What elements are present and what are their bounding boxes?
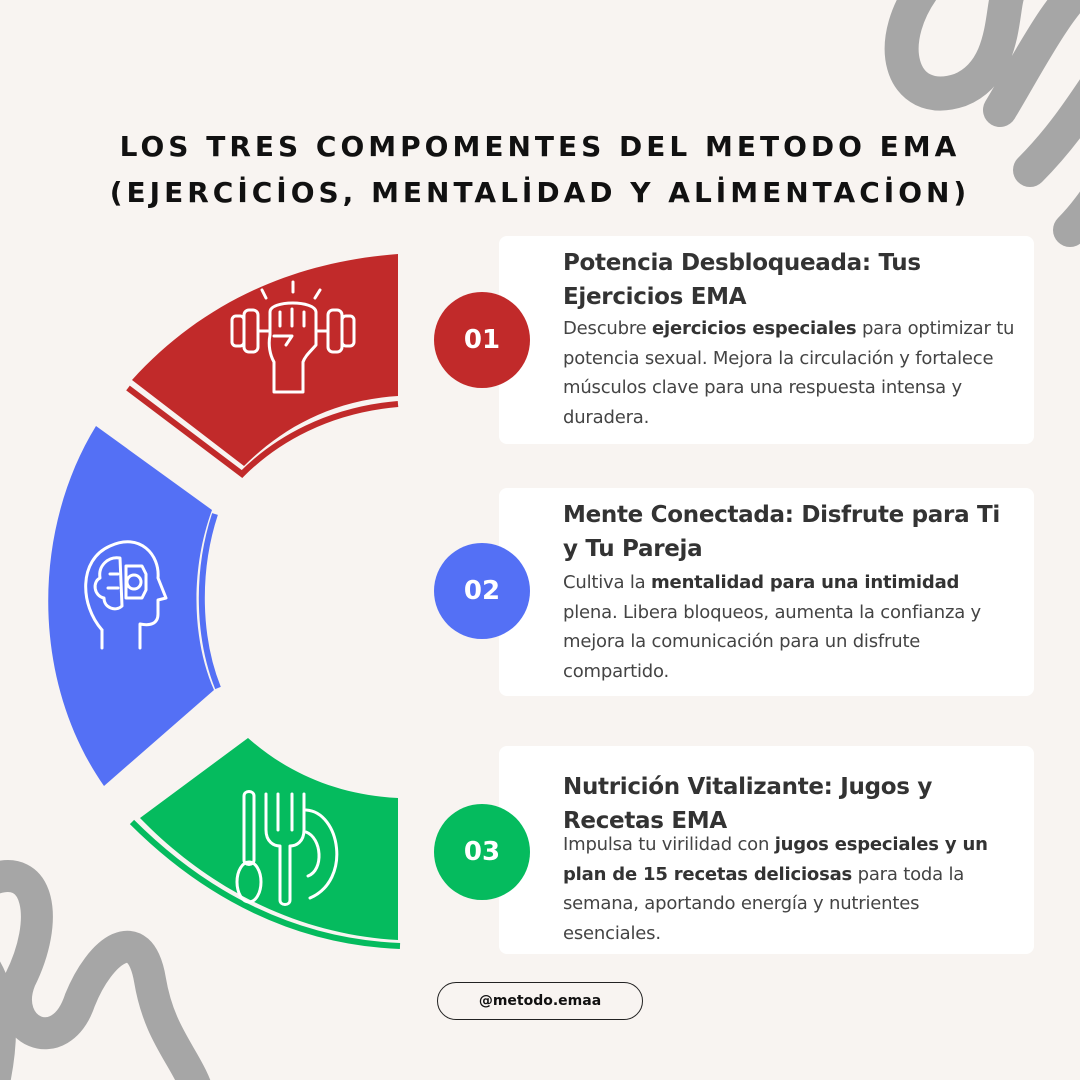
segment-blue-shape <box>48 426 214 786</box>
card-mindset <box>499 488 1034 696</box>
squiggle-bottom-left <box>0 876 200 1080</box>
segment-red-shape <box>132 254 398 466</box>
card-description: Cultiva la mentalidad para una intimidad plena. Libera bloqueos, aumenta la confianza y mejora la comunicación para un disfrute compartido. <box>563 572 982 682</box>
number-badge-01: 01 <box>434 292 530 388</box>
segment-nutrition <box>132 738 400 946</box>
page-title <box>0 124 1080 216</box>
title-line-1: LOS TRES COMPOMENTES DEL METODO EMA <box>119 130 961 163</box>
number-badge-03: 03 <box>434 804 530 900</box>
card-description: Impulsa tu virilidad con jugos especiales y un plan de 15 recetas deliciosas para toda la semana, aportando energía y nutrientes esenciales. <box>563 834 988 944</box>
card-title: Potencia Desbloqueada: Tus Ejercicios EMA <box>563 250 921 310</box>
card-description: Descubre ejercicios especiales para optimizar tu potencia sexual. Mejora la circulación y fortalece músculos clave para una respuesta intensa y duradera. <box>563 318 1015 428</box>
title-line-2: (EJERCİCİOS, MENTALİDAD Y ALİMENTACİON) <box>109 176 971 209</box>
segment-exercises <box>128 254 398 474</box>
card-nutrition <box>499 746 1034 954</box>
card-exercises <box>499 236 1034 444</box>
card-title: Nutrición Vitalizante: Jugos y Recetas EMA <box>563 774 933 834</box>
card-title: Mente Conectada: Disfrute para Ti y Tu Pareja <box>563 502 1000 562</box>
number-badge-02: 02 <box>434 543 530 639</box>
segment-mindset <box>48 426 218 786</box>
social-handle: @metodo.emaa <box>437 982 643 1020</box>
